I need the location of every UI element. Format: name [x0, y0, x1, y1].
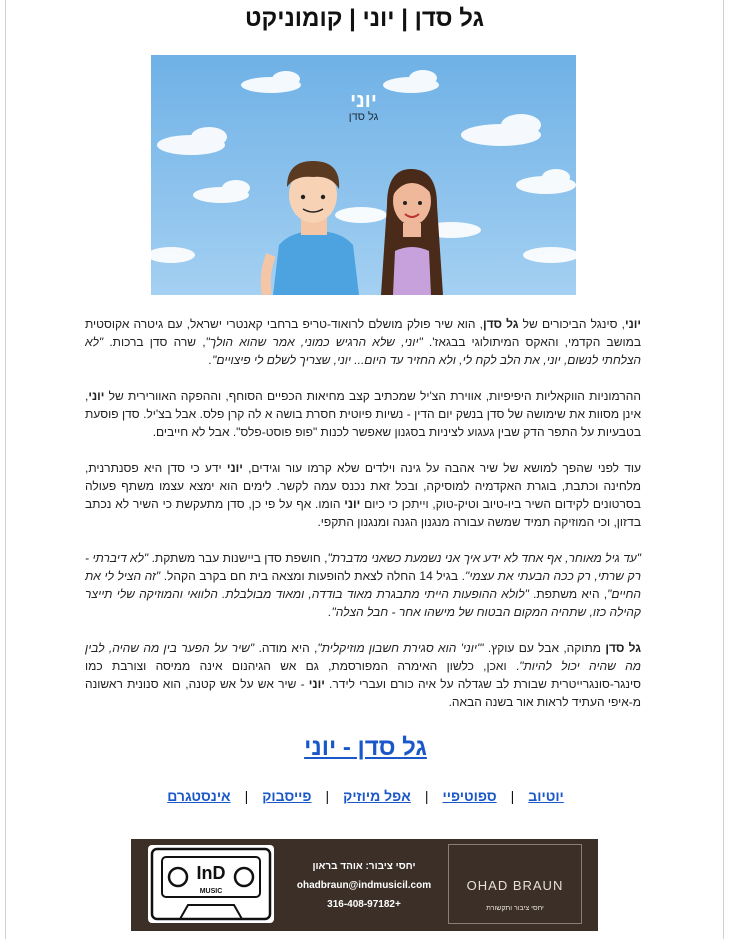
- instagram-link[interactable]: אינסטגרם: [167, 788, 231, 804]
- text: עוד לפני שהפך למושא של שיר אהבה על גינה וילדים שלא קרמו עור וגידים,: [242, 461, 641, 475]
- hero-title: יוני: [350, 90, 377, 112]
- footer-banner: [131, 839, 598, 931]
- text: , סינגל הביכורים של: [518, 317, 625, 331]
- pr-label: יחסי ציבור: אוהד בראון: [312, 861, 416, 872]
- girl-figure: [381, 169, 443, 295]
- hero-caption: [151, 91, 576, 124]
- artist-name: גל סדן: [605, 641, 642, 655]
- page: [5, 0, 724, 939]
- quote: "לא דיברתי - רק שרתי, רק ככה הבעתי את עצמי": [85, 551, 641, 583]
- apple-music-link[interactable]: אפל מיוזיק: [343, 788, 411, 804]
- email[interactable]: ohadbraun@indmusicil.com: [296, 880, 432, 891]
- text: ידע כי סדן היא פסנתרנית, מלחינה וכתבת, בוגרת האקדמיה למוסיקה, ובכל זאת נכנס עמה לקשר. לימים הוא ימצא עצמו משתף פעולה בסרטונים לקידום השיר ביו-טיוב וטיק-טוק, וייתכן כי כיום: [85, 461, 641, 511]
- paragraph-1: [85, 315, 641, 369]
- quote: "יוני, שלא הרגיש כמוני, אמר שהוא הולך": [205, 335, 423, 349]
- separator: |: [424, 788, 429, 804]
- brand-tagline: יחסי ציבור ותקשורת: [486, 905, 544, 912]
- text: ההרמוניות הווקאליות היפיפיות, אווירת הצ'יל שמכתיב קצב מחיאות הכפיים הסוחף, וההפקה האוורירית של: [104, 389, 641, 403]
- hero-image: [151, 55, 576, 295]
- paragraph-3: [85, 459, 641, 531]
- text: מתוקה, אבל עם עוקץ.: [483, 641, 606, 655]
- quote: "'יוני' הוא סגירת חשבון מוזיקלית": [317, 641, 484, 655]
- paragraph-4: [85, 549, 641, 621]
- text: . בגיל 14 החלה לצאת להופעות ומצאה בית חם בקרב הקהל.: [160, 569, 465, 583]
- song-name: יוני: [308, 677, 325, 691]
- song-name: יוני: [344, 497, 361, 511]
- quote: "זה הציל לי את החיים": [85, 569, 642, 601]
- quote: "לולא ההופעות הייתי מתבגרת מאוד בודדה, ומאוד מבולבלת. הלוואי והמוזיקה שלי תייצר קהילה כזו, שתהיה המקום הבטוח של מישהו אחר - חבל הצלה".: [85, 587, 641, 619]
- artist-name: גל סדן: [482, 317, 519, 331]
- text: , אינן מסוות את שימושה של סדן בנשק יום הדין - נשיות פיוטית חסרת בושה א לה קרן פלס. אבל בצ'יל. סדן פוסעת בטבעיות על התפר הדק שבין געגוע לציניות בסגנון שאפשר לכנות "פופ פוסט-פלס". אבל לא חייבים.: [85, 389, 641, 439]
- text: , הוא שיר פולק מושלם לרואוד-טריפ ברחבי קאנטרי ישראל, עם גיטרה אקוסטית במושב הקדמי, והאקס המיתולוגי בבגאז'.: [85, 317, 642, 349]
- phone[interactable]: +316-408-97182: [327, 899, 401, 910]
- article-body: [85, 315, 641, 729]
- ind-music-logo: [148, 845, 274, 923]
- song-link[interactable]: גל סדן - יוני: [304, 734, 427, 761]
- quote: "עד גיל מאוחר, אף אחד לא ידע איך אני נשמעת כשאני מדברת": [327, 551, 641, 565]
- text: , שרה סדן ברכות.: [103, 335, 206, 349]
- song-name: יוני: [88, 389, 105, 403]
- social-links: [6, 788, 725, 804]
- ohad-braun-logo: [448, 844, 582, 924]
- youtube-link[interactable]: יוטיוב: [528, 788, 564, 804]
- song-name: יוני: [624, 317, 642, 331]
- text: - שיר אש על אש קטנה, הוא סנונית ראשונה מ-איפי העתיד לראות אור בשנה הבאה.: [85, 677, 641, 709]
- quote: "שיר על הפער בין מה שהיה, לבין מה שהיה יכול להיות": [85, 641, 642, 673]
- spotify-link[interactable]: ספוטיפיי: [442, 788, 497, 804]
- contact-info: [279, 839, 449, 931]
- text: , היא מודה.: [254, 641, 318, 655]
- quote: "לא הצלחתי לנשום, יוני, את הלב לקח לי, ולא החזיר עד היום... יוני, שצריך לשלם לי פיצויים".: [85, 335, 641, 367]
- song-name: יוני: [226, 461, 243, 475]
- separator: |: [325, 788, 330, 804]
- facebook-link[interactable]: פייסבוק: [262, 788, 312, 804]
- separator: |: [510, 788, 515, 804]
- text: , חושפת סדן ביישנות עבר משתקת.: [148, 551, 328, 565]
- cassette-icon: [148, 845, 274, 923]
- brand-name: OHAD BRAUN: [466, 878, 564, 893]
- hero-subtitle: גל סדן: [348, 111, 379, 123]
- text: . ואכן, כלשון האימרה המפורסמת, גם אש הגיהנום אינה ממיסה וצורבת כמו סינגר-סונגרייטרית שבורת לב שגדלה על איה כורם ועברי לידר.: [85, 659, 641, 691]
- paragraph-5: [85, 639, 641, 711]
- page-title: גל סדן | יוני | קומוניקט: [245, 5, 484, 32]
- logo-sub: MUSIC: [199, 888, 223, 895]
- text: , היא משתפת.: [528, 587, 608, 601]
- separator: |: [244, 788, 249, 804]
- text: הומו. אף על פי כן, סדן מתעקשת כי השיר לא נכתב בדזון, וכי המוזיקה תמיד שמשה עבורה מנגנון הגנה ומנגנון התקפי.: [85, 497, 641, 529]
- logo-text: InD: [196, 863, 226, 883]
- paragraph-2: [85, 387, 641, 441]
